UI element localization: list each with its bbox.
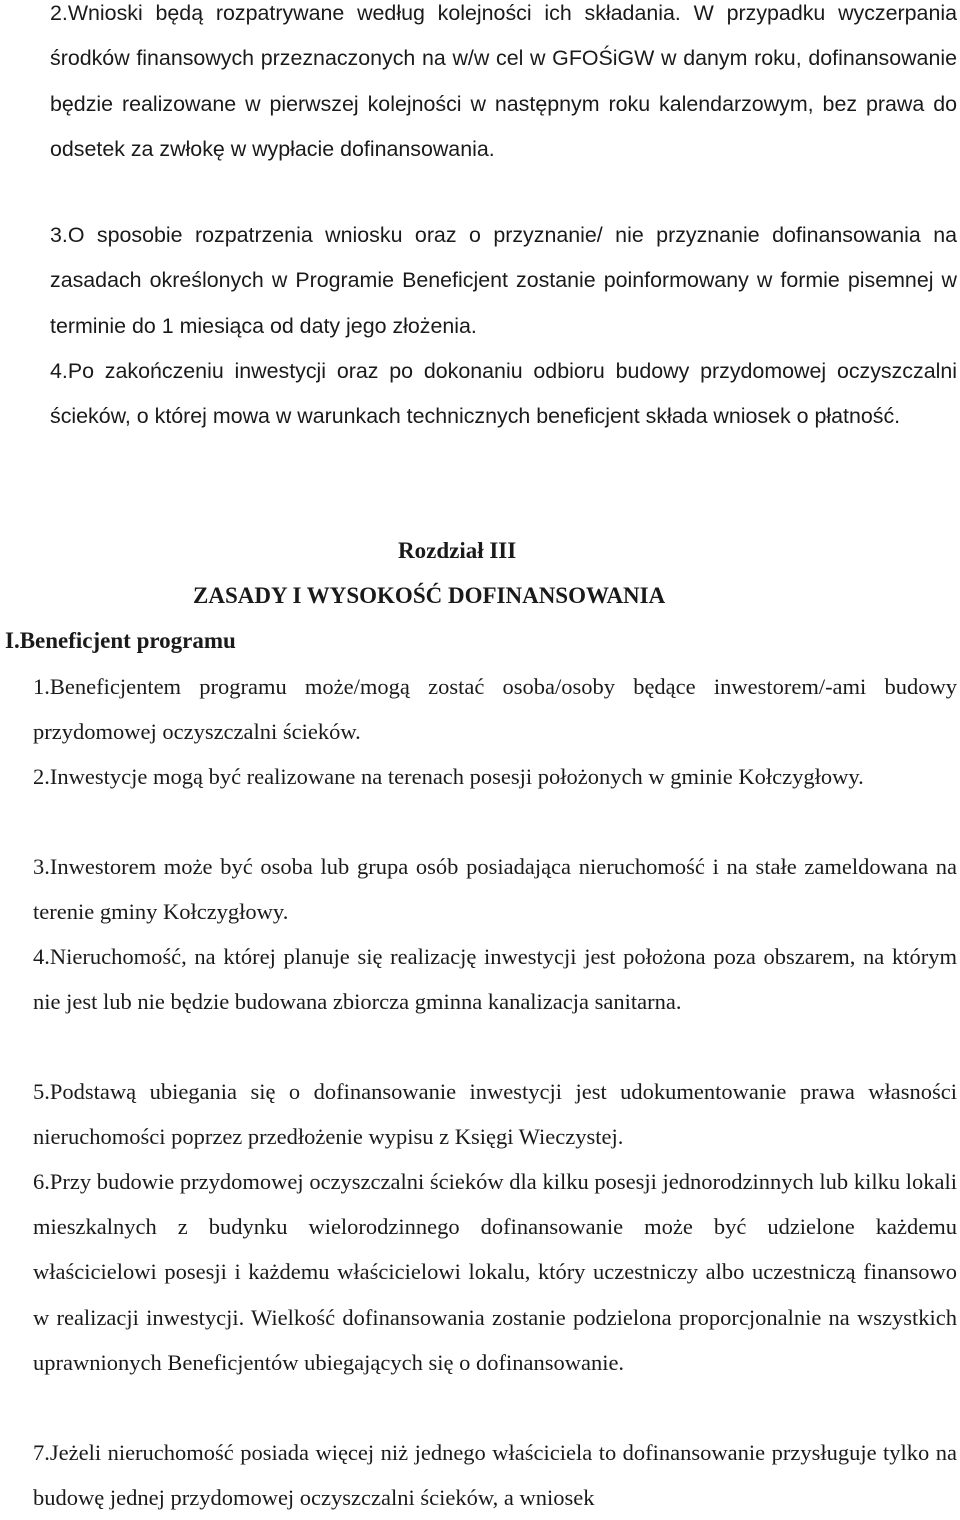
chapter-heading: Rozdział III [398,538,517,563]
section-item-7: 7.Jeżeli nieruchomość posiada więcej niż jednego właściciela to dofinansowanie przysługuje tylko na budowę jednej przydomowej oczyszczalni ścieków, a wniosek [33,1440,957,1511]
chapter-title: ZASADY I WYSOKOŚĆ DOFINANSOWANIA [193,583,666,608]
section-title: I.Beneficjent programu [5,628,236,653]
paragraph-4-payment-request: 4.Po zakończeniu inwestycji oraz po dokonaniu odbioru budowy przydomowej oczyszczalni ścieków, o której mowa w warunkach technicznych beneficjent składa wniosek o płatność. [50,359,957,429]
section-item-1: 1.Beneficjentem programu może/mogą zostać osoba/osoby będące inwestorem/-ami budowy przydomowej oczyszczalni ścieków. [33,674,957,745]
paragraph-2-applications-order: 2.Wnioski będą rozpatrywane według kolejności ich składania. W przypadku wyczerpania środków finansowych przeznaczonych na w/w cel w GFOŚiGW w danym roku, dofinansowanie będzie realizowane w pierwszej kolejności w następnym roku kalendarzowym, bez prawa do odsetek za zwłokę w wypłacie dofinansowania. [50,1,957,162]
section-item-2: 2.Inwestycje mogą być realizowane na terenach posesji położonych w gminie Kołczygłowy. [33,764,864,789]
section-item-6: 6.Przy budowie przydomowej oczyszczalni ścieków dla kilku posesji jednorodzinnych lub kilku lokali mieszkalnych z budynku wielorodzinnego dofinansowanie może być udzielone każdemu właścicielowi posesji i każdemu właścicielowi lokalu, który uczestniczy albo uczestniczą finansowo w realizacji inwestycji. Wielkość dofinansowania zostanie podzielona proporcjonalnie na wszystkich uprawnionych Beneficjentów ubiegających się o dofinansowanie. [33,1169,957,1375]
paragraph-3-notification: 3.O sposobie rozpatrzenia wniosku oraz o przyznanie/ nie przyznanie dofinansowania na zasadach określonych w Programie Beneficjent zostanie poinformowany w formie pisemnej w terminie do 1 miesiąca od daty jego złożenia. [50,223,957,338]
section-item-5: 5.Podstawą ubiegania się o dofinansowanie inwestycji jest udokumentowanie prawa własności nieruchomości poprzez przedłożenie wypisu z Księgi Wieczystej. [33,1079,957,1150]
section-item-4: 4.Nieruchomość, na której planuje się realizację inwestycji jest położona poza obszarem, na którym nie jest lub nie będzie budowana zbiorcza gminna kanalizacja sanitarna. [33,944,957,1015]
section-item-3: 3.Inwestorem może być osoba lub grupa osób posiadająca nieruchomość i na stałe zameldowana na terenie gminy Kołczygłowy. [33,854,957,925]
